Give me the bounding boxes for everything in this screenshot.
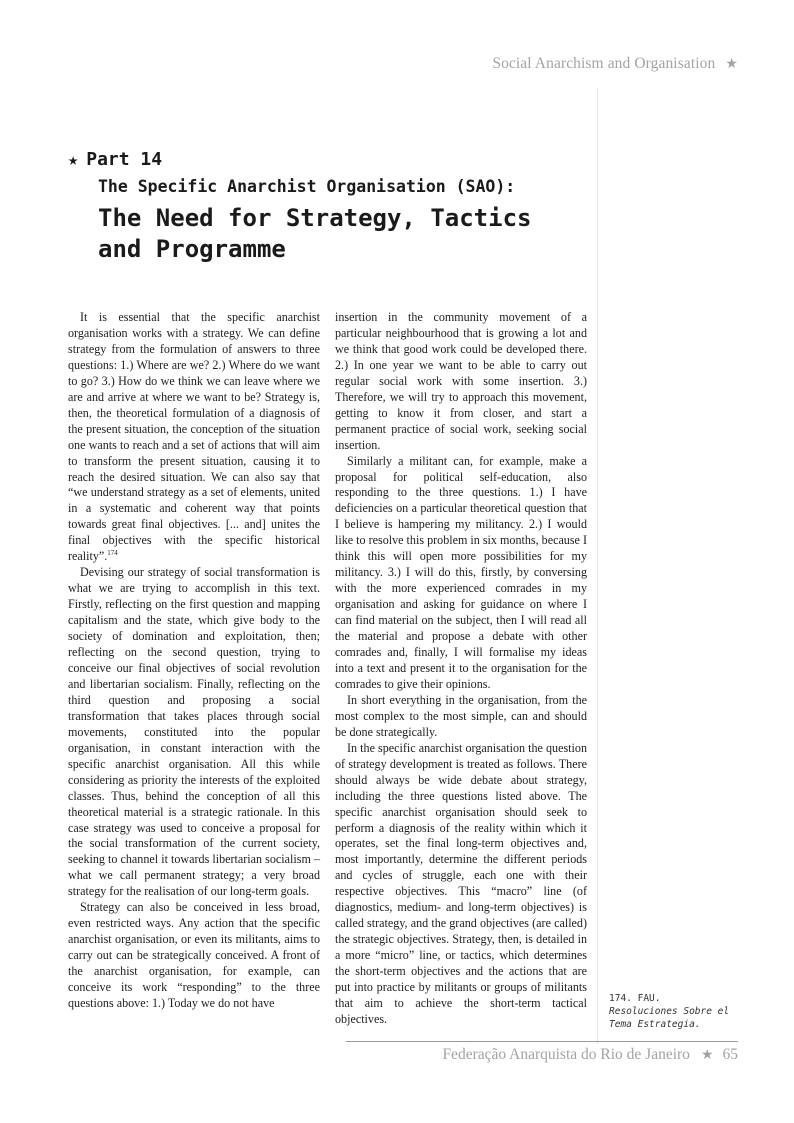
part-label [68,148,588,172]
footer-rule [346,1041,738,1042]
paragraph: insertion in the community movement of a particular neighbourhood that is growing a lot and we think that good work could be developed there. 2.) In one year we want to be able to carry out regular social work with some insertion. 3.) Therefore, we will try to approach this movement, getting to know it from closer, and start a permanent practice of social work, seeking social insertion. [335,310,587,452]
chapter-subtitle: The Specific Anarchist Organisation (SAO): [98,177,516,196]
footnote [609,992,749,1031]
part-number: Part 14 [86,149,163,170]
paragraph-text: It is essential that the specific anarchist organisation works with a strategy. We can define strategy from the formulation of answers to three questions: 1.) Where are we? 2.) Where do we want to go? 3.) How do we think we can leave where we are and arrive at where we want to be? Strategy is, then, the theoretical formulation of a diagnosis of the present situation, the conception of the situation one wants to reach and a set of actions that will aim to transform the present situation, causing it to reach the desired situation. We can also say that “we understand strategy as a set of elements, united in a systematic and coherent way that points towards great final objectives. [... and] unites the final objectives with the specific historical reality”. [68,310,320,564]
margin-divider [597,88,598,1044]
star-icon: ★ [725,57,738,72]
chapter-title-line-1: The Need for Strategy, Tactics [98,204,532,232]
footer-title: Federação Anarquista do Rio de Janeiro [442,1046,690,1063]
page-number: 65 [722,1046,738,1063]
footnote-source-line-2: Tema Estrategia. [609,1019,701,1030]
footnote-source-line-1: Resoluciones Sobre el [609,1006,730,1017]
paragraph: Strategy can also be conceived in less broad, even restricted ways. Any action that the specific anarchist organisation, or even its militants, aims to carry out can be strategically conceived. A front of the anarchist organisation, for example, can conceive its work “responding” to the three questions above: 1.) Today we do not have [68,900,320,1010]
body-column-right [335,310,587,1028]
running-head [492,55,738,73]
footnote-number: 174. FAU. [609,993,661,1004]
body-column-left [68,310,320,1012]
paragraph: Devising our strategy of social transformation is what we are trying to accomplish in this text. Firstly, reflecting on the first question and mapping capitalism and the state, which give body to the society of domination and exploitation, then; reflecting on the second question, trying to conceive our final objectives of social revolution and libertarian socialism. Finally, reflecting on the third question and proposing a social transformation that takes places through social movements, constituted into the popular organisation, in constant interaction with the specific anarchist organisation. All this while considering as priority the interests of the exploited classes. Thus, behind the conception of all this theoretical material is a strategic rationale. In this case strategy was used to conceive a proposal for the social transformation of the current society, seeking to channel it towards libertarian socialism – what we call permanent strategy; a very broad strategy for the realisation of our long-term goals. [68,565,320,899]
paragraph [68,310,320,565]
page-footer [442,1046,738,1064]
chapter-title [98,203,588,265]
chapter-title-line-2: and Programme [98,235,286,263]
footnote-ref[interactable]: 174 [107,549,118,558]
star-icon: ★ [68,150,79,170]
paragraph: Similarly a militant can, for example, make a proposal for political self-education, also responding to the three questions. 1.) I have deficiencies on a particular theoretical question that I believe is hampering my militancy. 2.) I would like to resolve this problem in six months, because I think this will open more possibilities for my militancy. 3.) I will do this, firstly, by conversing with the more experienced comrades in my organisation and asking for guidance on where I can find material on the subject, then I will read all the material and propose a debate with other comrades and, finally, I will formalise my ideas into a text and present it to the organisation for the comrades to give their opinions. [335,453,587,691]
star-icon: ★ [700,1048,714,1063]
paragraph: In the specific anarchist organisation the question of strategy development is treated as follows. There should always be wide debate about strategy, including the three questions listed above. The specific anarchist organisation should seek to perform a diagnosis of the reality within which it operates, set the final long-term objectives and, most importantly, determine the different periods and cycles of struggle, each one with their respective objectives. This “macro” line (of diagnostics, medium- and long-term objectives) is called strategy, and the grand objectives (are called) the strategic objectives. Strategy, then, is detailed in a more “micro” line, or tactics, which determines the short-term objectives and the actions that are put into practice by militants or groups of militants that aim to achieve the short-term tactical objectives. [335,740,587,1026]
running-head-title: Social Anarchism and Organisation [492,55,716,72]
chapter-heading [68,148,588,265]
paragraph: In short everything in the organisation, from the most complex to the most simple, can and should be done strategically. [335,692,587,739]
